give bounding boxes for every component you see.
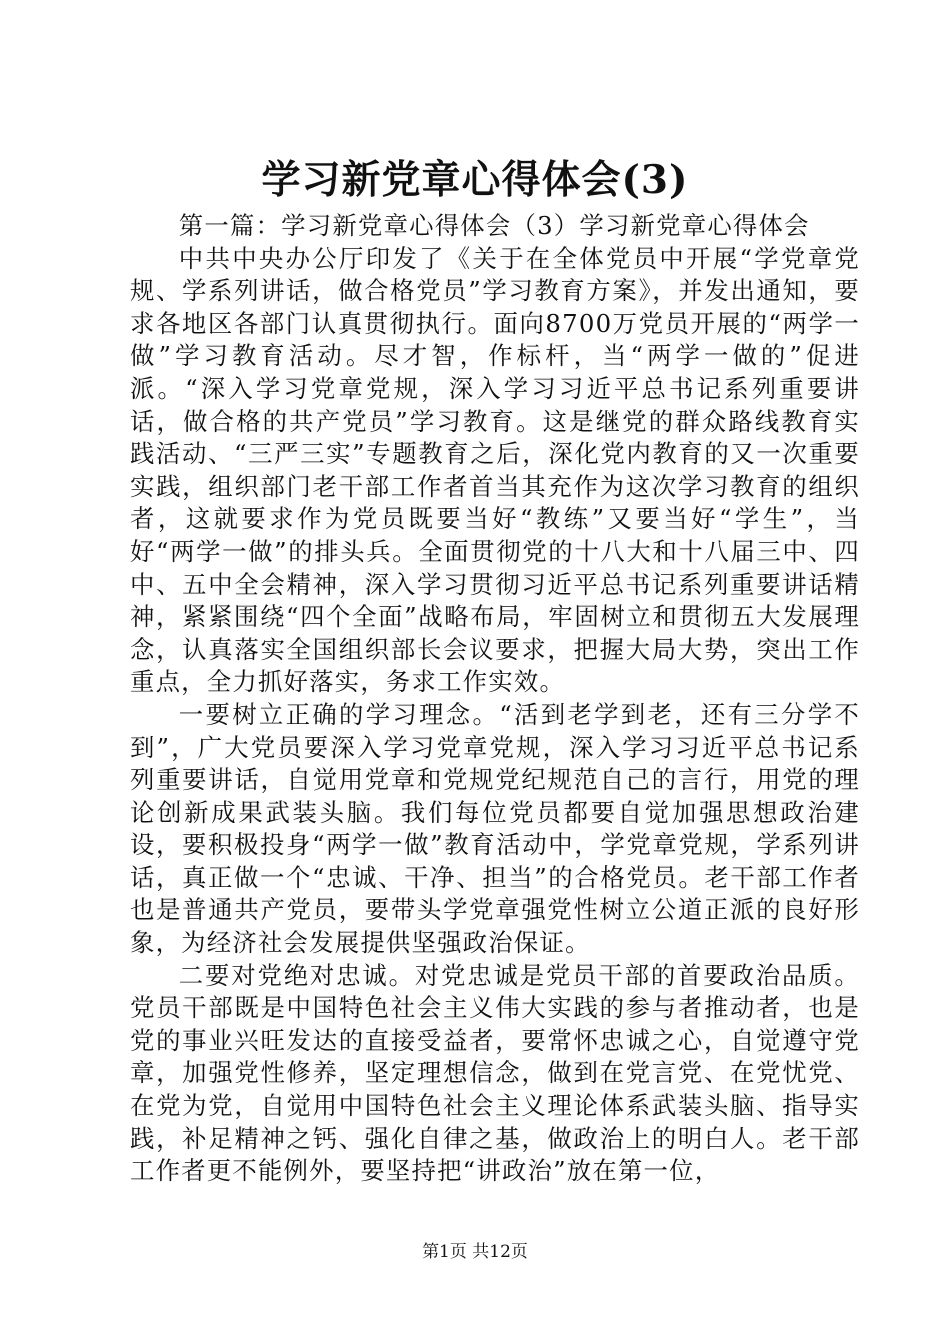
paragraph: 中共中央办公厅印发了《关于在全体党员中开展“学党章党规、学系列讲话，做合格党员”学习教育方案》，并发出通知，要求各地区各部门认真贯彻执行。面向8700万党员开展的“两学一做”学习教育活动。尽才智，作标杆，当“两学一做的”促进派。“深入学习党章党规，深入学习习近平总书记系列重要讲话，做合格的共产党员”学习教育。这是继党的群众路线教育实践活动、“三严三实”专题教育之后，深化党内教育的又一次重要实践，组织部门老干部工作者首当其充作为这次学习教育的组织者，这就要求作为党员既要当好“教练”又要当好“学生”，当好“两学一做”的排头兵。全面贯彻党的十八大和十八届三中、四中、五中全会精神，深入学习贯彻习近平总书记系列重要讲话精神，紧紧围绕“四个全面”战略布局，牢固树立和贯彻五大发展理念，认真落实全国组织部长会议要求，把握大局大势，突出工作重点，全力抓好落实，务求工作实效。 [130, 243, 860, 697]
paragraph: 一要树立正确的学习理念。“活到老学到老，还有三分学不到”，广大党员要深入学习党章党规，深入学习习近平总书记系列重要讲话，自觉用党章和党规党纪规范自己的言行，用党的理论创新成果武装头脑。我们每位党员都要自觉加强思想政治建设，要积极投身“两学一做”教育活动中，学党章党规，学系列讲话，真正做一个“忠诚、干净、担当”的合格党员。老干部工作者也是普通共产党员，要带头学党章强党性树立公道正派的良好形象，为经济社会发展提供坚强政治保证。 [130, 699, 860, 958]
page-footer: 第1页 共12页 [422, 1242, 528, 1262]
document-body [130, 210, 860, 1188]
paragraph-chapter-heading: 第一篇：学习新党章心得体会（3）学习新党章心得体会 [178, 211, 810, 240]
paragraph: 二要对党绝对忠诚。对党忠诚是党员干部的首要政治品质。党员干部既是中国特色社会主义伟大实践的参与者推动者，也是党的事业兴旺发达的直接受益者，要常怀忠诚之心，自觉遵守党章，加强党性修养，坚定理想信念，做到在党言党、在党忧党、在党为党，自觉用中国特色社会主义理论体系武装头脑、指导实践，补足精神之钙、强化自律之基，做政治上的明白人。老干部工作者更不能例外，要坚持把“讲政治”放在第一位， [130, 960, 860, 1186]
page-title: 学习新党章心得体会(3) [261, 157, 689, 203]
